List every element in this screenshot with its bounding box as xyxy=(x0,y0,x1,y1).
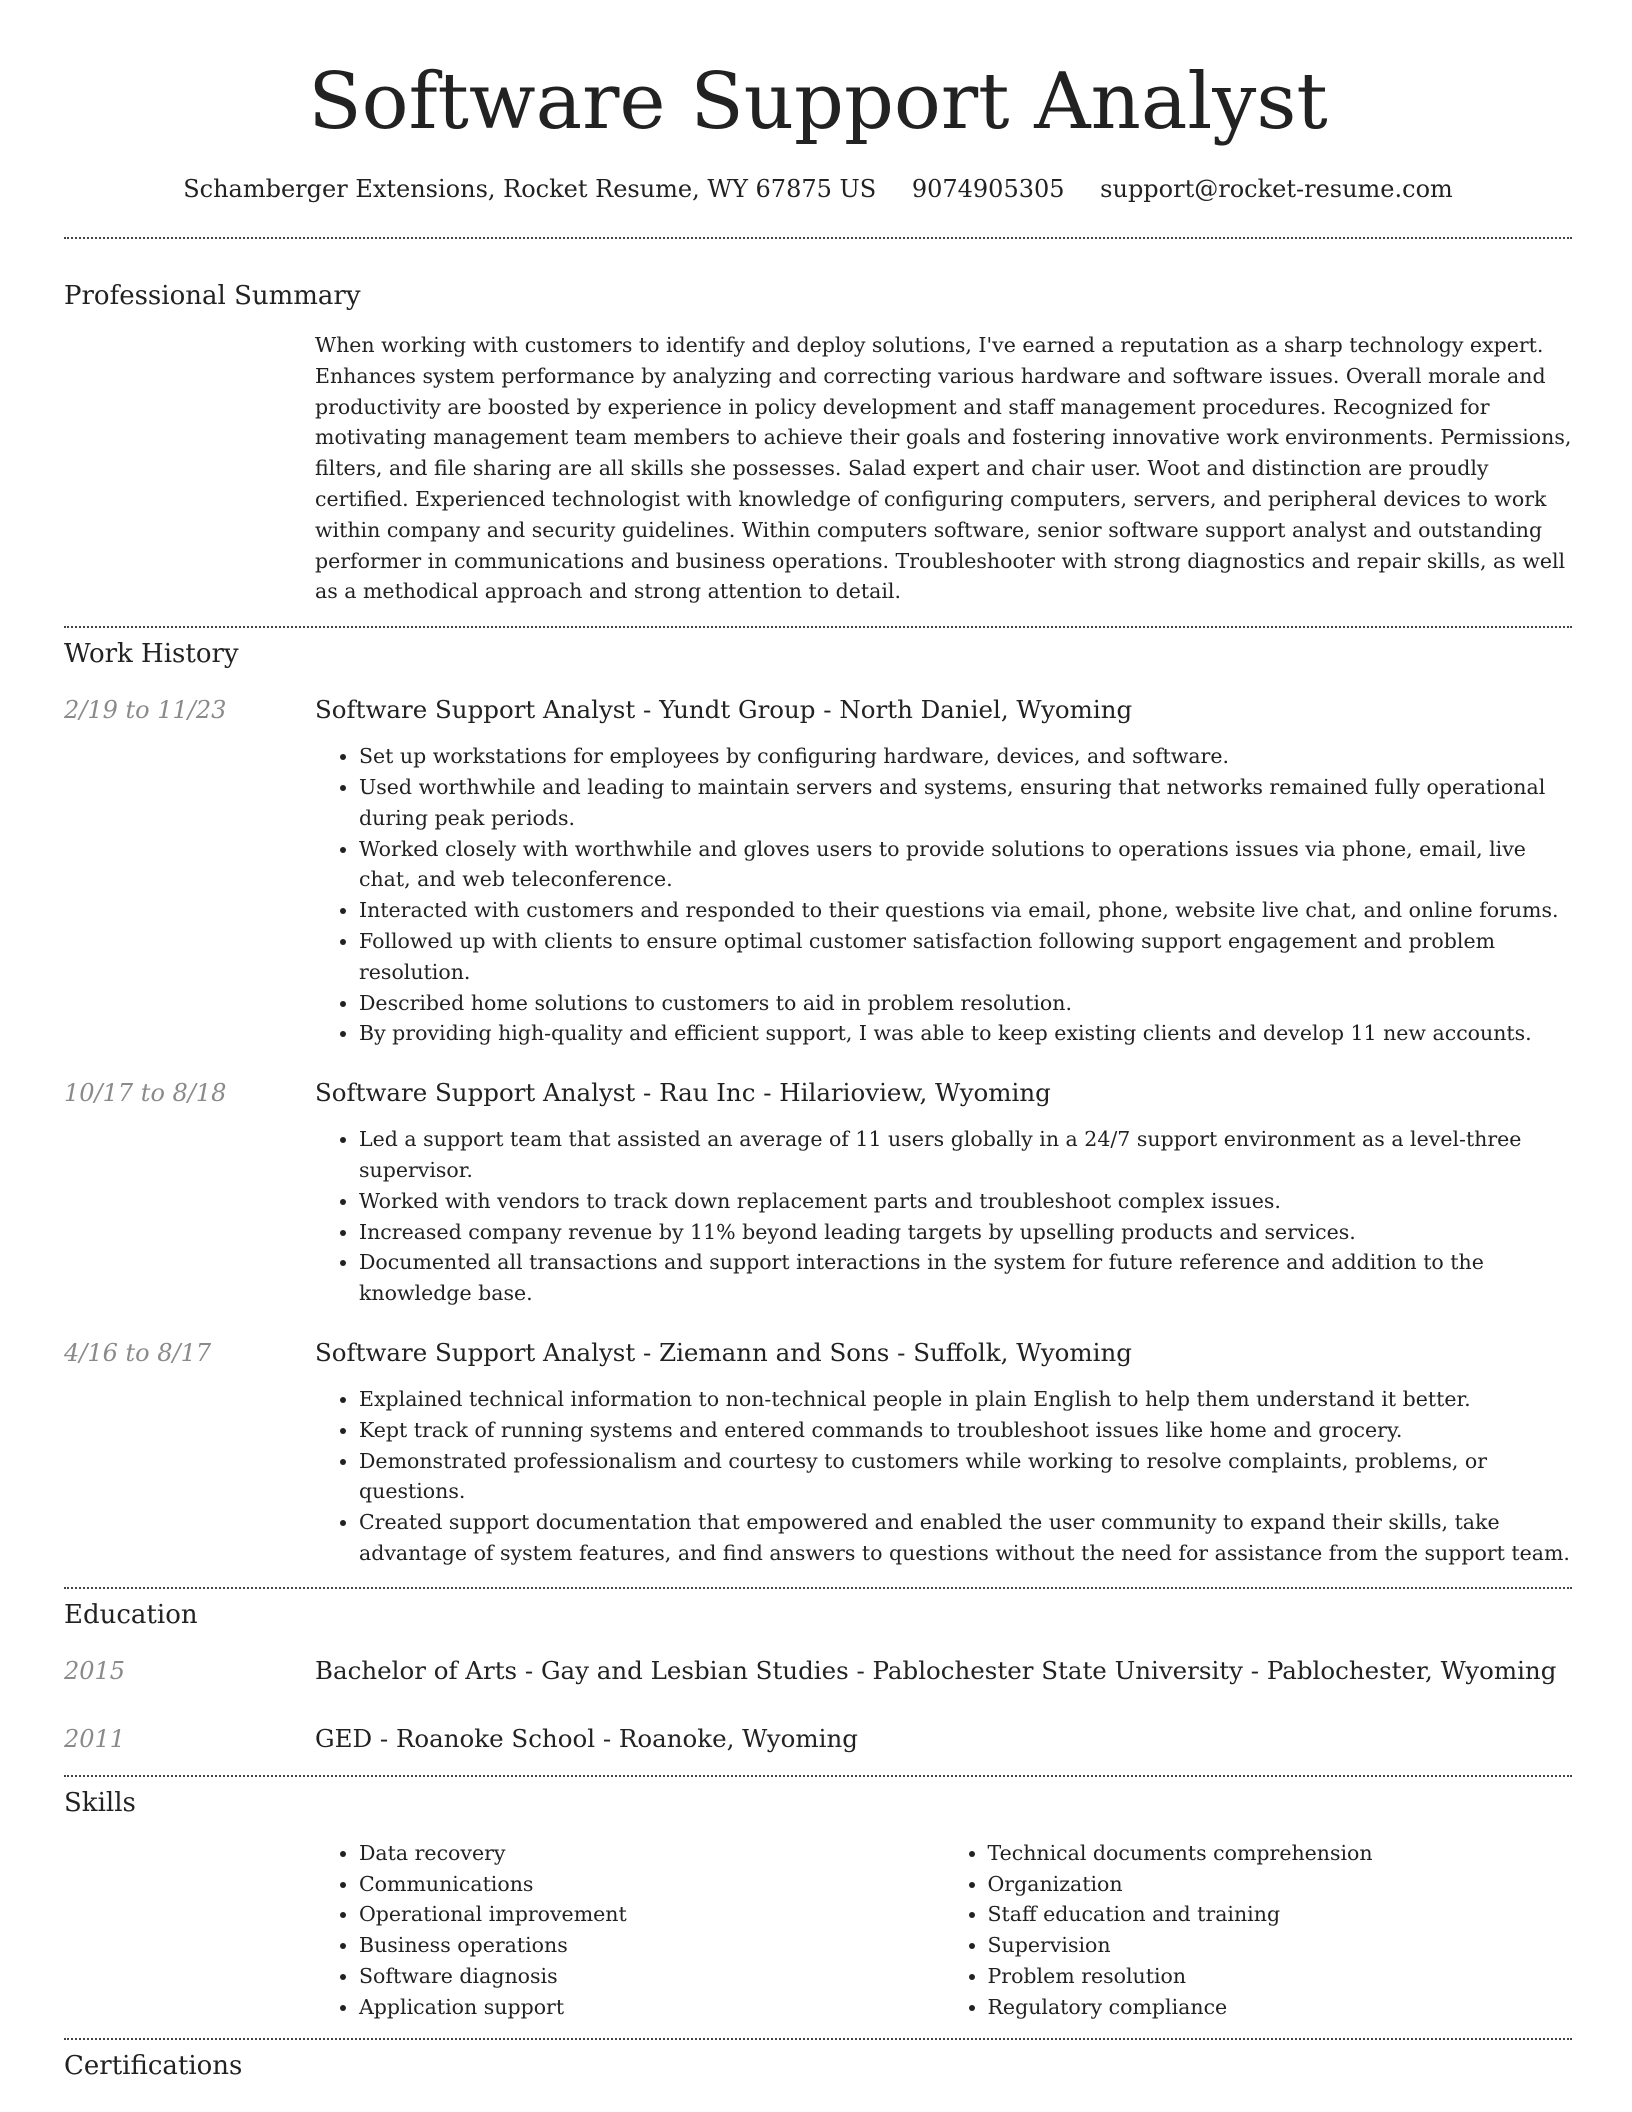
list-item: • Followed up with clients to ensure optimal customer satisfaction following support engagement and problem resolution. xyxy=(359,926,1572,988)
list-item: • Explained technical information to non-technical people in plain English to help them understand it better. xyxy=(359,1384,1572,1415)
contact-email[interactable]: support@rocket-resume.com xyxy=(1100,175,1453,203)
resume-page xyxy=(64,0,1572,2083)
list-item: • Described home solutions to customers to aid in problem resolution. xyxy=(359,988,1572,1019)
section-heading-summary: Professional Summary xyxy=(64,281,361,311)
skill-item: • Data recovery xyxy=(359,1838,944,1869)
skill-item: • Software diagnosis xyxy=(359,1961,944,1992)
list-item: • Worked with vendors to track down replacement parts and troubleshoot complex issues. xyxy=(359,1186,1572,1217)
skills-grid xyxy=(315,1838,1572,2023)
education-entry xyxy=(64,1655,1572,1687)
job-dates: 4/16 to 8/17 xyxy=(64,1338,212,1367)
list-item: • Worked closely with worthwhile and gloves users to provide solutions to operations issues via phone, email, live chat, and web teleconference. xyxy=(359,834,1572,896)
section-heading-work-history: Work History xyxy=(64,639,239,670)
list-item: • Set up workstations for employees by configuring hardware, devices, and software. xyxy=(359,741,1572,772)
job-bullets xyxy=(315,741,1572,1049)
skill-item: • Supervision xyxy=(988,1930,1573,1961)
list-item: • By providing high-quality and efficient support, I was able to keep existing clients and develop 11 new accounts. xyxy=(359,1018,1572,1049)
job-bullets xyxy=(315,1124,1572,1309)
education-degree: Bachelor of Arts - Gay and Lesbian Studies - Pablochester State University - Pablochester, Wyoming xyxy=(315,1655,1557,1685)
education-year: 2015 xyxy=(64,1656,126,1685)
skills-list-left xyxy=(315,1838,944,2023)
education-entry xyxy=(64,1723,1572,1755)
education-degree: GED - Roanoke School - Roanoke, Wyoming xyxy=(315,1723,858,1753)
section-heading-education: Education xyxy=(64,1599,198,1630)
divider xyxy=(64,1587,1572,1589)
skill-item: • Technical documents comprehension xyxy=(988,1838,1573,1869)
job-entry xyxy=(64,694,1572,726)
job-title: Software Support Analyst - Ziemann and Sons - Suffolk, Wyoming xyxy=(315,1337,1132,1367)
skill-item: • Application support xyxy=(359,1992,944,2023)
divider xyxy=(64,237,1572,239)
divider xyxy=(64,2038,1572,2040)
list-item: • Documented all transactions and support interactions in the system for future reference and addition to the knowledge base. xyxy=(359,1247,1572,1309)
skill-item: • Communications xyxy=(359,1869,944,1900)
section-heading-skills: Skills xyxy=(64,1787,136,1818)
divider xyxy=(64,1775,1572,1777)
contact-line xyxy=(64,172,1572,206)
contact-phone: 9074905305 xyxy=(911,175,1065,203)
section-heading-certifications: Certifications xyxy=(64,2051,243,2082)
summary-block xyxy=(315,330,1572,607)
education-year: 2011 xyxy=(64,1724,126,1753)
skill-item: • Problem resolution xyxy=(988,1961,1573,1992)
skill-item: • Operational improvement xyxy=(359,1899,944,1930)
job-title: Software Support Analyst - Yundt Group - North Daniel, Wyoming xyxy=(315,695,1133,725)
job-title: Software Support Analyst - Rau Inc - Hilarioview, Wyoming xyxy=(315,1078,1051,1108)
page-title: Software Support Analyst xyxy=(308,57,1328,147)
list-item: • Led a support team that assisted an average of 11 users globally in a 24/7 support environment as a level-three supervisor. xyxy=(359,1124,1572,1186)
skill-item: • Business operations xyxy=(359,1930,944,1961)
list-item: • Used worthwhile and leading to maintain servers and systems, ensuring that networks remained fully operational during peak periods. xyxy=(359,772,1572,834)
list-item: • Created support documentation that empowered and enabled the user community to expand their skills, take advantage of system features, and find answers to questions without the need for assistance from the support team. xyxy=(359,1507,1572,1569)
job-bullets xyxy=(315,1384,1572,1569)
list-item: • Demonstrated professionalism and courtesy to customers while working to resolve complaints, problems, or questions. xyxy=(359,1446,1572,1508)
job-dates: 10/17 to 8/18 xyxy=(64,1079,227,1108)
list-item: • Interacted with customers and responded to their questions via email, phone, website live chat, and online forums. xyxy=(359,895,1572,926)
summary-text: When working with customers to identify and deploy solutions, I've earned a reputation as a sharp technology expert. Enhances system performance by analyzing and correcting various hardware and software issues. Overall morale and productivity are boosted by experience in policy development and staff management procedures. Recognized for motivating management team members to achieve their goals and fostering innovative work environments. Permissions, filters, and file sharing are all skills she possesses. Salad expert and chair user. Woot and distinction are proudly certified. Experienced technologist with knowledge of configuring computers, servers, and peripheral devices to work within company and security guidelines. Within computers software, senior software support analyst and outstanding performer in communications and business operations. Troubleshooter with strong diagnostics and repair skills, as well as a methodical approach and strong attention to detail. xyxy=(315,333,1572,604)
skill-item: • Staff education and training xyxy=(988,1899,1573,1930)
skill-item: • Regulatory compliance xyxy=(988,1992,1573,2023)
list-item: • Increased company revenue by 11% beyond leading targets by upselling products and services. xyxy=(359,1217,1572,1248)
divider xyxy=(64,626,1572,628)
job-dates: 2/19 to 11/23 xyxy=(64,696,227,725)
skill-item: • Organization xyxy=(988,1869,1573,1900)
skills-list-right xyxy=(944,1838,1573,2023)
job-entry xyxy=(64,1077,1572,1109)
contact-address: Schamberger Extensions, Rocket Resume, WY 67875 US xyxy=(183,175,877,203)
list-item: • Kept track of running systems and entered commands to troubleshoot issues like home and grocery. xyxy=(359,1415,1572,1446)
job-entry xyxy=(64,1337,1572,1369)
